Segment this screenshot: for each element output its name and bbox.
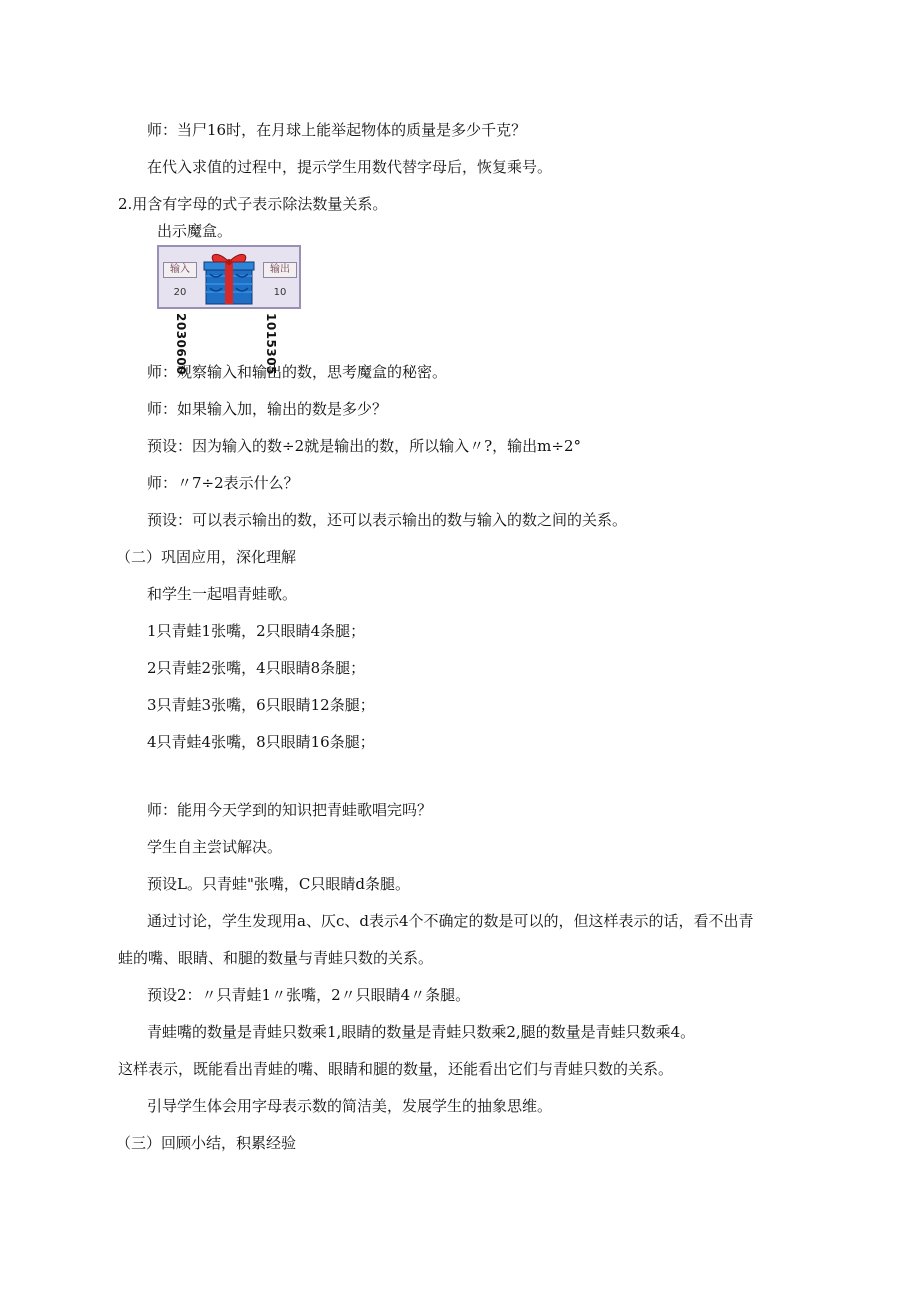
magic-box-figure [157,245,301,309]
output-label: 输出 [263,262,297,278]
song-line-1: 1只青蛙1张嘴，2只眼睛4条腿； [147,622,366,640]
text-line-meaning: 师：〃7÷2表示什么？ [147,474,299,492]
song-line-3: 3只青蛙3张嘴，6只眼睛12条腿； [147,696,375,714]
output-value: 10 [273,287,287,298]
text-line-teacher-ask: 师：能用今天学到的知识把青蛙歌唱完吗？ [147,801,433,819]
text-line-preset: 预设：因为输入的数÷2就是输出的数，所以输入〃?，输出m÷2° [147,437,581,455]
input-value: 20 [173,287,187,298]
text-line-preset-answer: 预设：可以表示输出的数，还可以表示输出的数与输入的数之间的关系。 [147,511,628,529]
text-line-representation: 这样表示，既能看出青蛙的嘴、眼睛和腿的数量，还能看出它们与青蛙只数的关系。 [118,1060,674,1078]
text-line-preset-1: 预设L。只青蛙"张嘴，C只眼睛d条腿。 [147,875,410,893]
text-line-discussion-cont: 蛙的嘴、眼睛、和腿的数量与青蛙只数的关系。 [118,949,434,967]
text-line-discussion: 通过讨论，学生发现用a、仄c、d表示4个不确定的数是可以的，但这样表示的话，看不出青 [147,912,754,930]
text-line-students-try: 学生自主尝试解决。 [147,838,283,856]
text-line-2: 在代入求值的过程中，提示学生用数代替字母后，恢复乘号。 [147,158,553,176]
song-line-4: 4只青蛙4张嘴，8只眼睛16条腿； [147,733,375,751]
gift-box-icon [200,250,258,306]
text-line-1: 师：当尸16时，在月球上能举起物体的质量是多少千克？ [147,121,527,139]
input-label: 输入 [163,262,197,278]
text-line-question: 师：如果输入加，输出的数是多少？ [147,400,388,418]
song-line-2: 2只青蛙2张嘴，4只眼睛8条腿； [147,659,366,677]
section-heading-2: 2.用含有字母的式子表示除法数量关系。 [118,195,388,213]
text-line-frog-song: 和学生一起唱青蛙歌。 [147,585,298,603]
input-number-column: 2030600 [174,313,188,375]
text-line-preset-2: 预设2：〃只青蛙1〃张嘴，2〃只眼睛4〃条腿。 [147,986,471,1004]
output-number-column: 1015305 [264,313,278,375]
text-line-observe: 师：观察输入和输出的数，思考魔盒的秘密。 [147,363,448,381]
section-heading-review: （三）回顾小结，积累经验 [116,1134,297,1152]
text-line-guide: 引导学生体会用字母表示数的简洁美，发展学生的抽象思维。 [147,1097,553,1115]
text-line-relation: 青蛙嘴的数量是青蛙只数乘1,眼睛的数量是青蛙只数乘2,腿的数量是青蛙只数乘4。 [147,1023,696,1041]
text-line-show-box: 出示魔盒。 [157,222,233,240]
section-heading-consolidate: （二）巩固应用，深化理解 [116,548,297,566]
